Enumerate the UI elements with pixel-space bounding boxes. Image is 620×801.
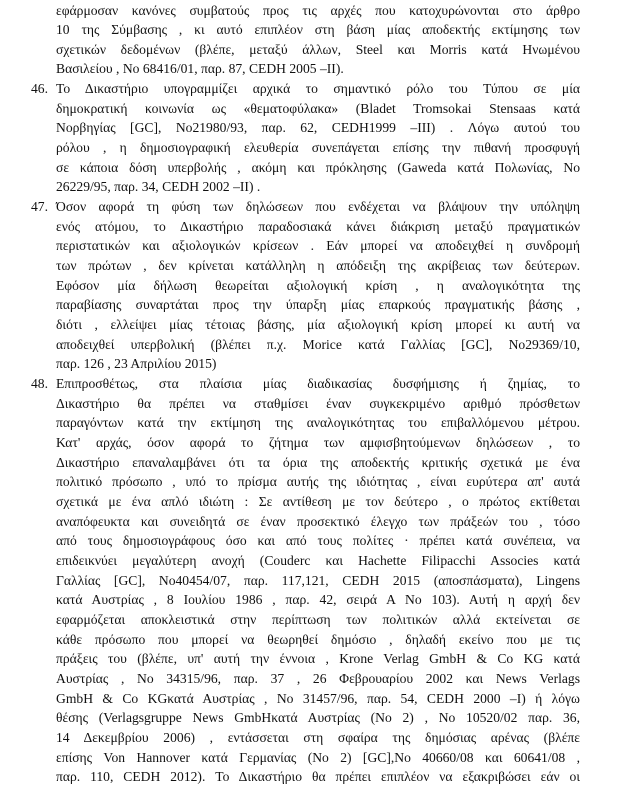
text-line: επίσης Von Hannover κατά Γερμανίας (Νο 2) [GC],Νο 40660/08 και 60641/08 ,: [56, 750, 580, 765]
text-line: Αυστρίας , Νο 34315/96, παρ. 37 , 26 Φεβρουαρίου 2002 και News Verlags: [56, 671, 580, 686]
text-line: Δικαστήριο επαναλαμβάνει ότι τα όρια της αποδεκτής κριτικής σχετικά με ένα: [56, 455, 580, 470]
text-line: GmbH & Co KGκατά Αυστρίας , Νο 31457/96, παρ. 54, CEDH 2000 –I) ή λόγω: [56, 691, 580, 706]
text-line: από τους δημοσιογράφους όσο και από τους πολίτες · πρέπει κατά συνέπεια, να: [56, 533, 580, 548]
text-line: θέσης (Verlagsgruppe News GmbHκατά Αυστρίας (Νο 2) , Νο 10520/02 παρ. 36,: [56, 710, 580, 725]
text-line: των πρώτων , δεν κρίνεται κατάλληλη η απόδειξη της ακρίβειας των δεύτερων.: [56, 258, 580, 273]
text-line: ενός ατόμου, το Δικαστήριο παραδοσιακά κάνει διάκριση μεταξύ πραγματικών: [56, 219, 580, 234]
text-line: 26229/95, παρ. 34, CEDH 2002 –II) .: [56, 179, 261, 194]
text-line: εφαρμόζεται αποκλειστικά στην περίπτωση των πολιτικών αλλά εκτείνεται σε: [56, 612, 580, 627]
text-line: κατά Αυστρίας , 8 Ιουλίου 1986 , παρ. 42, σειρά Α Νο 103). Αυτή η αρχή δεν: [56, 592, 580, 607]
text-line: Το Δικαστήριο υπογραμμίζει αρχικά το σημαντικό ρόλο του Τύπου σε μία: [56, 81, 580, 96]
text-line: Δικαστήριο θα πρέπει να σταθμίσει έναν συγκεκριμένο αριθμό πρόσθετων: [56, 396, 580, 411]
paragraph-number: 48.: [31, 376, 48, 391]
paragraph-number: 47.: [31, 199, 48, 214]
text-line: Βασιλείου , Νο 68416/01, παρ. 87, CEDH 2005 –II).: [56, 61, 344, 76]
text-line: παρ. 126 , 23 Απριλίου 2015): [56, 356, 217, 371]
text-line: παραγόντων κατά την εκτίμηση της αναλογικότητας του επιβαλλόμενου μέτρου.: [56, 415, 580, 430]
text-line: Γαλλίας [GC], Νο40454/07, παρ. 117,121, CEDH 2015 (αποσπάσματα), Lingens: [56, 573, 580, 588]
text-line: παρ. 110, CEDH 2012). Το Δικαστήριο θα πρέπει επιπλέον να εξακριβώσει εάν οι: [56, 769, 580, 784]
text-line: πράξεις του (βλέπε, υπ' αυτή την έννοια , Krone Verlag GmbH & Co KG κατά: [56, 651, 580, 666]
text-line: εφάρμοσαν κανόνες συμβατούς προς τις αρχές που κατοχυρώνονται στο άρθρο: [56, 3, 580, 18]
text-line: Επιπροσθέτως, στα πλαίσια μίας διαδικασίας δυσφήμισης ή ζημίας, το: [56, 376, 580, 391]
text-line: σχετικών δεδομένων (βλέπε, μεταξύ άλλων, Steel και Morris κατά Ηνωμένου: [56, 42, 580, 57]
text-line: Εφόσον μία δήλωση θεωρείται αξιολογική κρίση , η αναλογικότητα της: [56, 278, 580, 293]
text-line: επιδεικνύει μεγαλύτερη ανοχή (Couderc και Hachette Filipacchi Associes κατά: [56, 553, 580, 568]
text-line: αποδειχθεί υπερβολική (βλέπει π.χ. Morice κατά Γαλλίας [GC], Νο29369/10,: [56, 337, 580, 352]
text-line: 14 Δεκεμβρίου 2006) , εντάσσεται στη σφαίρα της δημόσιας αρένας (βλέπε: [56, 730, 580, 745]
text-line: ρόλου , η δημοσιογραφική ελευθερία συνεπάγεται επίσης την πιθανή προσφυγή: [56, 140, 580, 155]
text-line: πολιτικό πρόσωπο , υπό το πρίσμα αυτής της ιδιότητας , είναι ευρύτερα απ' αυτά: [56, 474, 580, 489]
text-line: περιστατικών και αξιολογικών κρίσεων . Εάν μπορεί να αποδειχθεί η συνδρομή: [56, 238, 580, 253]
text-line: σε κάποια δόση υπερβολής , ακόμη και πρόκλησης (Gaweda κατά Πολωνίας, Νο: [56, 160, 580, 175]
paragraph-number: 46.: [31, 81, 48, 96]
text-line: αναπόφευκτα και συνειδητά σε έναν προσεκτικό έλεγχο των πράξεών του , τόσο: [56, 514, 580, 529]
text-line: 10 της Σύμβασης , κι αυτό επιπλέον στη βάση μίας αποδεκτής εκτίμησης των: [56, 22, 580, 37]
text-line: κάθε πρόσωπο που μπορεί να θεωρηθεί δημόσιο , δηλαδή εκείνο που με τις: [56, 632, 580, 647]
text-line: διότι , ελλείψει μίας τέτοιας βάσης, μία αξιολογική κρίση μπορεί κι αυτή να: [56, 317, 580, 332]
text-line: παραβίασης συναρτάται προς την ύπαρξη μίας επαρκούς πραγματικής βάσης ,: [56, 297, 580, 312]
text-line: σχετικά με ένα απλό ιδιώτη : Σε αντίθεση με τον δεύτερο , ο πρώτος εκτίθεται: [56, 494, 580, 509]
text-line: Όσον αφορά τη φύση των δηλώσεων που ενδέχεται να βλάψουν την υπόληψη: [56, 199, 580, 214]
text-line: Νορβηγίας [GC], Νο21980/93, παρ. 62, CEDH1999 –III) . Λόγω αυτού του: [56, 120, 580, 135]
text-line: Κατ' αρχάς, όσον αφορά το ζήτημα των αμφισβητούμενων δηλώσεων , το: [56, 435, 580, 450]
text-line: δημοκρατική κοινωνία ως «θεματοφύλακα» (Bladet Tromsokai Stensaas κατά: [56, 101, 580, 116]
